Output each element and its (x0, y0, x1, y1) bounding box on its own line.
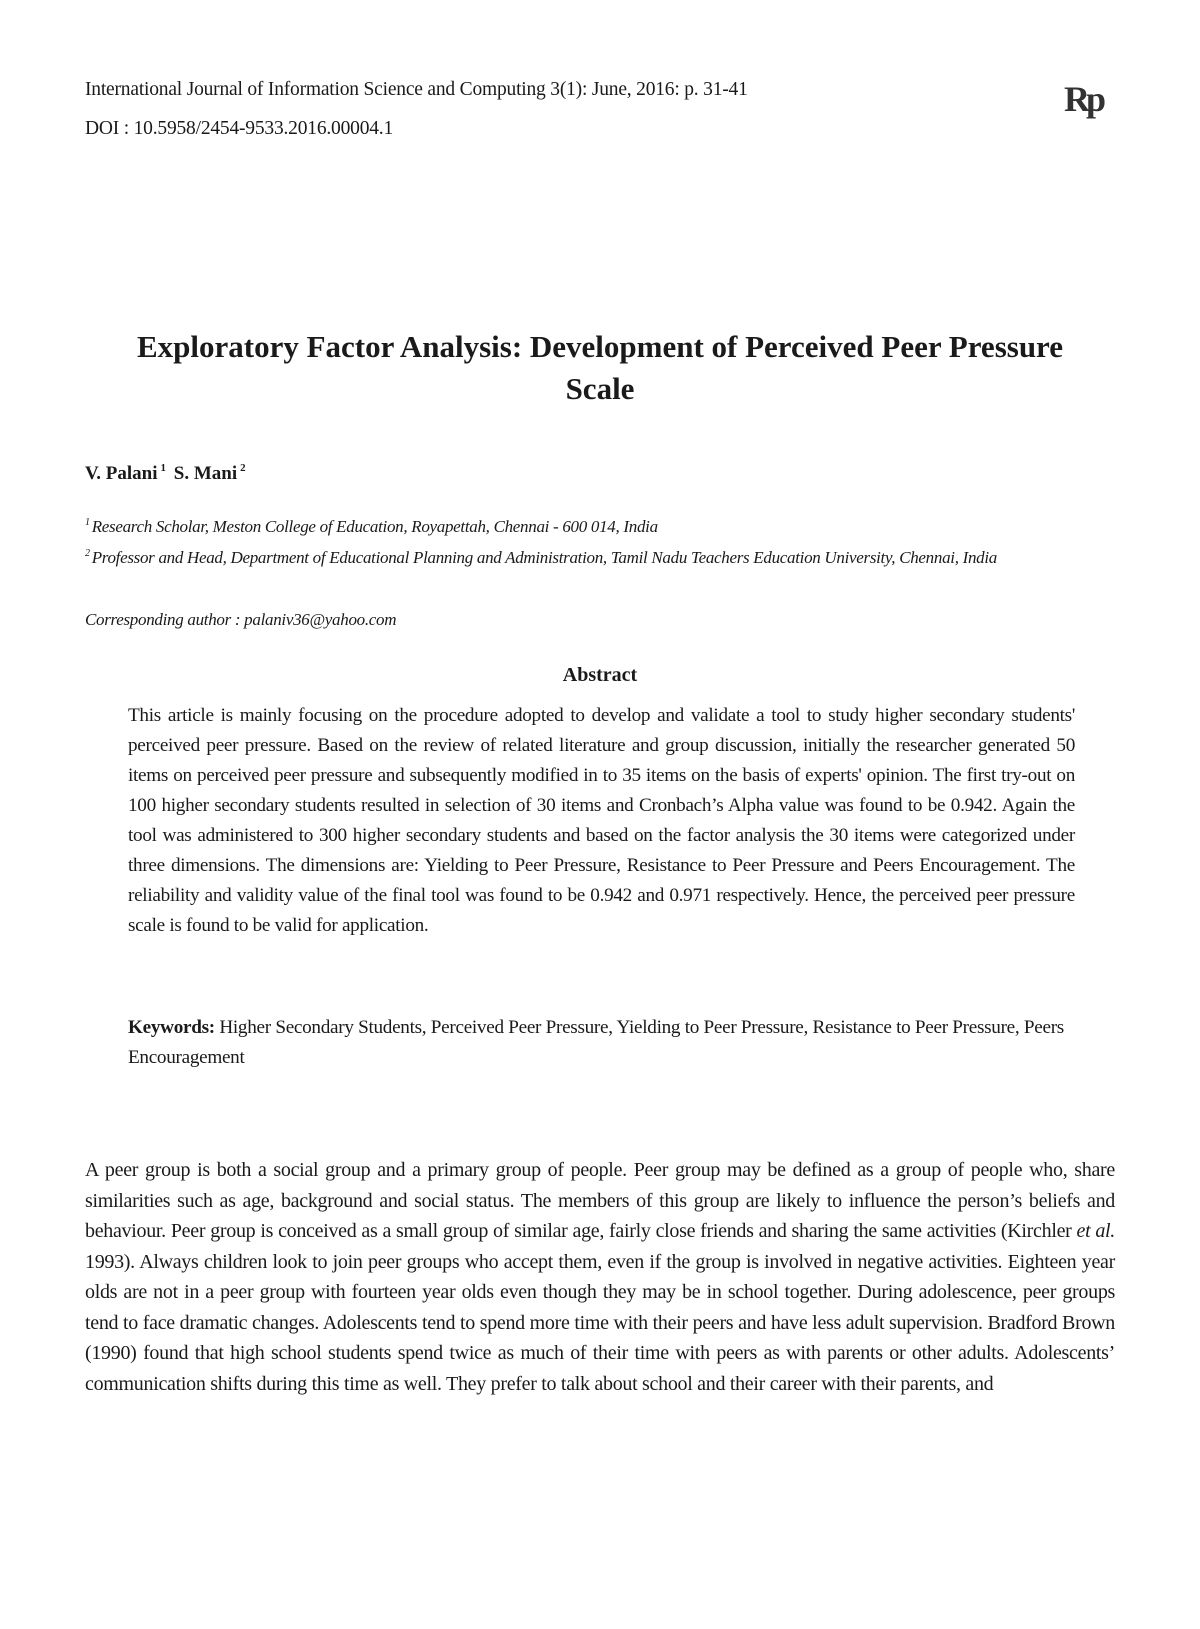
affiliation-text: Professor and Head, Department of Educational Planning and Administration, Tamil Nadu Teachers Education University, Chennai, India (91, 548, 997, 567)
doi: DOI : 10.5958/2454-9533.2016.00004.1 (85, 118, 394, 139)
author-affiliation-mark: 2 (240, 462, 246, 474)
keywords (128, 1013, 1075, 1073)
keywords-text: Higher Secondary Students, Perceived Peer Pressure, Yielding to Peer Pressure, Resistance to Peer Pressure, Peers Encouragement (128, 1017, 1064, 1068)
affiliation-mark: 2 (85, 548, 90, 559)
body-paragraph (85, 1155, 1115, 1399)
author-list (85, 462, 249, 485)
author-name: V. Palani (85, 463, 158, 484)
affiliation-2 (85, 540, 1085, 571)
body-text-part: 1993). Always children look to join peer groups who accept them, even if the group is involved in negative activities. Eighteen year olds are not in a peer group with fourteen year olds even though they may be in school together. During adolescence, peer groups tend to face dramatic changes. Adolescents tend to spend more time with their peers and have less adult supervision. Bradford Brown (1990) found that high school students spend twice as much of their time with peers as with parents or other adults. Adolescents’ communication shifts during this time as well. They prefer to talk about school and their career with their parents, and (85, 1250, 1115, 1395)
corresponding-author: Corresponding author : palaniv36@yahoo.com (85, 610, 397, 629)
author-name: S. Mani (173, 463, 238, 484)
publisher-logo: Rp (1064, 79, 1103, 119)
author-affiliation-mark: 1 (160, 462, 167, 474)
journal-citation: International Journal of Information Science and Computing 3(1): June, 2016: p. 31-41 (85, 79, 748, 100)
affiliation-text: Research Scholar, Meston College of Education, Royapettah, Chennai - 600 014, India (91, 517, 658, 536)
body-text-part: A peer group is both a social group and a primary group of people. Peer group may be defined as a group of people who, share similarities such as age, background and social status. The members of this group are likely to influence the person’s beliefs and behaviour. Peer group is conceived as a small group of similar age, fairly close friends and sharing the same activities (Kirchler (85, 1159, 1115, 1242)
abstract-text: This article is mainly focusing on the procedure adopted to develop and validate a tool to study higher secondary students' perceived peer pressure. Based on the review of related literature and group discussion, initially the researcher generated 50 items on perceived peer pressure and subsequently modified in to 35 items on the basis of experts' opinion. The first try-out on 100 higher secondary students resulted in selection of 30 items and Cronbach’s Alpha value was found to be 0.942. Again the tool was administered to 300 higher secondary students and based on the factor analysis the 30 items were categorized under three dimensions. The dimensions are: Yielding to Peer Pressure, Resistance to Peer Pressure and Peers Encouragement. The reliability and validity value of the final tool was found to be 0.942 and 0.971 respectively. Hence, the perceived peer pressure scale is found to be valid for application. (128, 705, 1075, 936)
body-text-italic: et al. (1076, 1220, 1115, 1242)
abstract-heading: Abstract (562, 664, 638, 686)
affiliation-1 (85, 509, 1085, 540)
keywords-label: Keywords: (128, 1017, 215, 1038)
paper-title: Exploratory Factor Analysis: Development of Perceived Peer Pressure Scale (136, 329, 1064, 406)
affiliation-mark: 1 (85, 517, 90, 528)
